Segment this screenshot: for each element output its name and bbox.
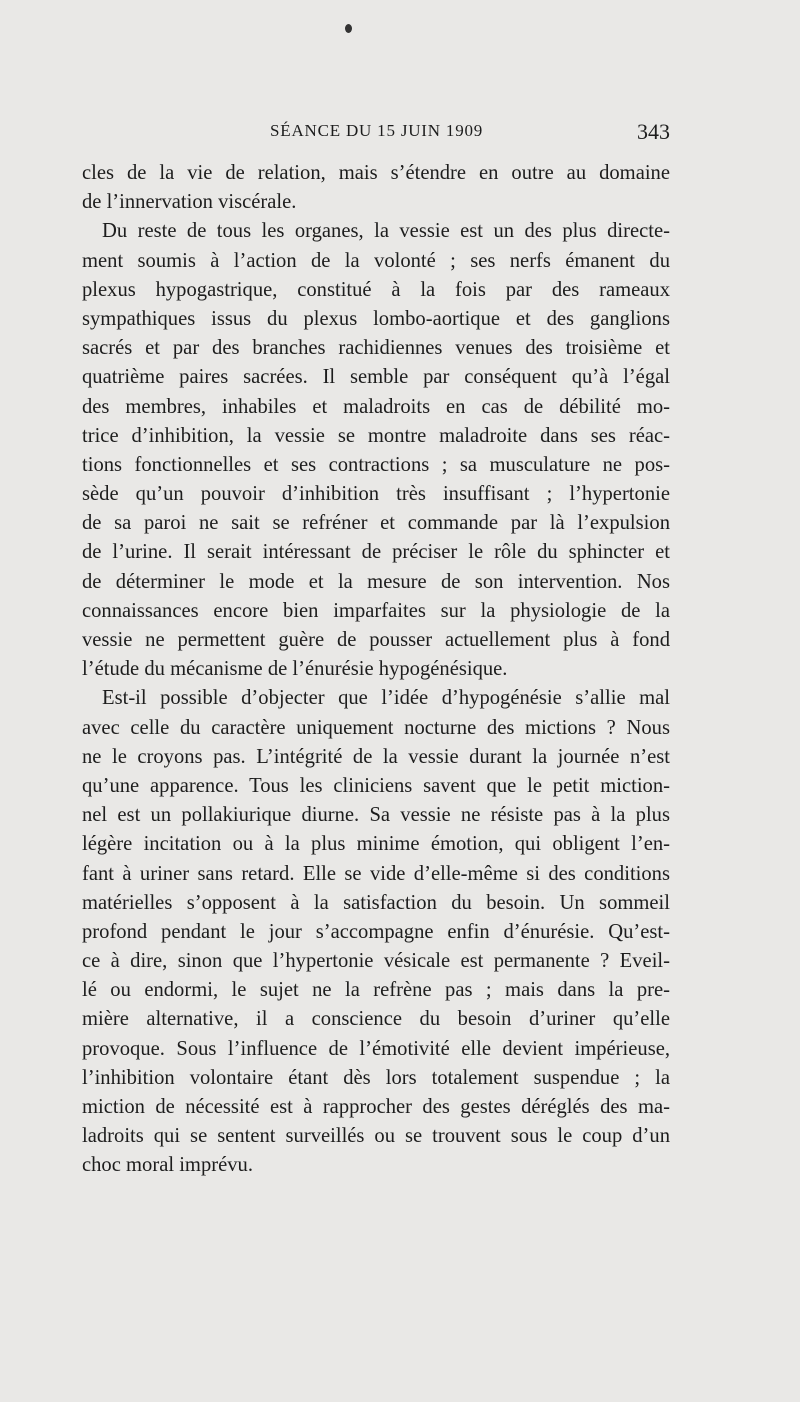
text-line: provoque. Sous l’influence de l’émotivité elle devient impérieuse, [82, 1037, 670, 1060]
text-line: fant à uriner sans retard. Elle se vide d’elle-même si des conditions [82, 862, 670, 885]
text-line: des membres, inhabiles et maladroits en cas de débilité mo- [82, 395, 670, 418]
text-line: ce à dire, sinon que l’hypertonie vésicale est permanente ? Eveil- [82, 950, 670, 973]
text-line: ne le croyons pas. L’intégrité de la vessie durant la journée n’est [82, 745, 670, 768]
text-line: lé ou endormi, le sujet ne la refrène pas ; mais dans la pre- [82, 979, 670, 1002]
text-line: trice d’inhibition, la vessie se montre maladroite dans ses réac- [82, 424, 670, 447]
text-line: sympathiques issus du plexus lombo-aortique et des ganglions [82, 307, 670, 330]
text-line: mière alternative, il a conscience du besoin d’uriner qu’elle [82, 1008, 670, 1031]
text-line: plexus hypogastrique, constitué à la fois par des rameaux [82, 278, 670, 301]
text-line: qu’une apparence. Tous les cliniciens savent que le petit miction- [82, 774, 670, 797]
text-line: quatrième paires sacrées. Il semble par conséquent qu’à l’égal [82, 366, 670, 389]
running-title: SÉANCE DU 15 JUIN 1909 [270, 121, 484, 140]
text-line: tions fonctionnelles et ses contractions ; sa musculature ne pos- [82, 453, 670, 476]
text-line: Du reste de tous les organes, la vessie est un des plus directe- [102, 220, 670, 243]
text-line: de l’urine. Il serait intéressant de préciser le rôle du sphincter et [82, 541, 670, 564]
text-line: miction de nécessité est à rapprocher des gestes déréglés des ma- [82, 1096, 670, 1118]
text-line: avec celle du caractère uniquement nocturne des mictions ? Nous [82, 716, 670, 739]
text-line: ladroits qui se sentent surveillés ou se trouvent sous le coup d’un [82, 1125, 670, 1148]
running-head [0, 119, 800, 149]
text-line: ment soumis à l’action de la volonté ; ses nerfs émanent du [82, 249, 670, 272]
text-line: de déterminer le mode et la mesure de son intervention. Nos [82, 570, 670, 593]
text-line: nel est un pollakiurique diurne. Sa vessie ne résiste pas à la plus [82, 804, 670, 827]
body-text [82, 159, 670, 1181]
text-line: l’étude du mécanisme de l’énurésie hypogénésique. [82, 658, 508, 681]
text-line: de l’innervation viscérale. [82, 191, 297, 214]
text-line: profond pendant le jour s’accompagne enfin d’énurésie. Qu’est- [82, 920, 670, 943]
text-line: cles de la vie de relation, mais s’étendre en outre au domaine [82, 162, 670, 184]
text-line: sède qu’un pouvoir d’inhibition très insuffisant ; l’hypertonie [82, 483, 670, 506]
page-number: 343 [637, 119, 670, 144]
text-line: Est-il possible d’objecter que l’idée d’hypogénésie s’allie mal [102, 687, 670, 710]
text-line: sacrés et par des branches rachidiennes venues des troisième et [82, 337, 670, 360]
text-line: choc moral imprévu. [82, 1154, 253, 1177]
ink-dot [345, 24, 352, 33]
text-line: matérielles s’opposent à la satisfaction du besoin. Un sommeil [82, 891, 670, 914]
text-line: vessie ne permettent guère de pousser actuellement plus à fond [82, 629, 670, 651]
text-line: légère incitation ou à la plus minime émotion, qui obligent l’en- [82, 833, 670, 856]
text-line: l’inhibition volontaire étant dès lors totalement suspendue ; la [82, 1066, 670, 1089]
text-line: de sa paroi ne sait se refréner et commande par là l’expulsion [82, 512, 670, 535]
text-line: connaissances encore bien imparfaites sur la physiologie de la [82, 599, 670, 622]
